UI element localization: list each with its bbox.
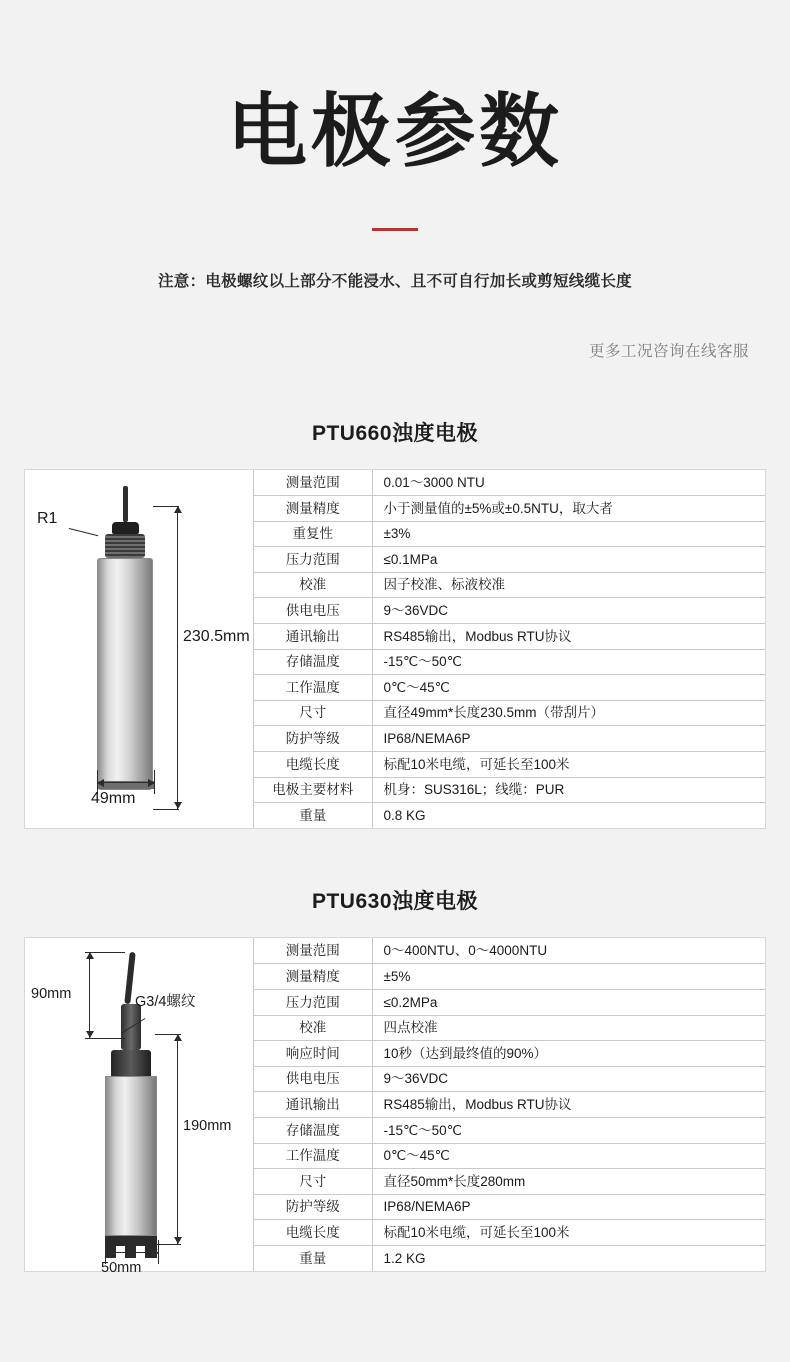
dim-line-width bbox=[97, 782, 155, 783]
dim-arrow-up bbox=[174, 506, 182, 513]
spec-key: 工作温度 bbox=[254, 675, 372, 701]
spec-key: 重量 bbox=[254, 1245, 372, 1271]
spec-value: ≤0.2MPa bbox=[372, 990, 765, 1016]
spec-key: 存储温度 bbox=[254, 1117, 372, 1143]
table-row bbox=[254, 777, 765, 803]
table-row bbox=[254, 1117, 765, 1143]
cable-gland-icon bbox=[112, 522, 139, 534]
table-row bbox=[254, 964, 765, 990]
spec-value: 0℃～45℃ bbox=[372, 1143, 765, 1169]
spec-value: IP68/NEMA6P bbox=[372, 1194, 765, 1220]
cable-icon bbox=[123, 486, 128, 522]
callout-label-thread: G3/4螺纹 bbox=[135, 994, 196, 1011]
dim-arrow-right bbox=[148, 779, 155, 787]
notice-text: 注意：电极螺纹以上部分不能浸水、且不可自行加长或剪短线缆长度 bbox=[157, 273, 632, 290]
dim-label-width: 49mm bbox=[91, 790, 136, 807]
spec-key: 重量 bbox=[254, 803, 372, 829]
table-row bbox=[254, 547, 765, 573]
spec-value: 标配10米电缆，可延长至100米 bbox=[372, 1220, 765, 1246]
spec-value: 四点校准 bbox=[372, 1015, 765, 1041]
product-figure-ptu660 bbox=[25, 470, 253, 828]
spec-key: 工作温度 bbox=[254, 1143, 372, 1169]
table-row bbox=[254, 496, 765, 522]
spec-table-wrap-ptu630 bbox=[253, 938, 765, 1271]
dim-label-height: 230.5mm bbox=[183, 628, 250, 645]
spec-value: 直径49mm*长度230.5mm（带刮片） bbox=[372, 700, 765, 726]
spec-value: 直径50mm*长度280mm bbox=[372, 1169, 765, 1195]
table-row bbox=[254, 675, 765, 701]
spec-key: 压力范围 bbox=[254, 990, 372, 1016]
dim-label-width: 50mm bbox=[101, 1260, 142, 1277]
dim-line-height bbox=[177, 1034, 178, 1244]
spec-key: 响应时间 bbox=[254, 1041, 372, 1067]
table-row bbox=[254, 624, 765, 650]
dim-tick-mid bbox=[85, 1038, 125, 1039]
dim-arrow-right bbox=[152, 1249, 159, 1257]
table-row bbox=[254, 521, 765, 547]
spec-key: 校准 bbox=[254, 1015, 372, 1041]
spec-value: IP68/NEMA6P bbox=[372, 726, 765, 752]
thread-icon bbox=[111, 1050, 151, 1076]
dim-arrow-down bbox=[174, 1237, 182, 1244]
table-row bbox=[254, 752, 765, 778]
table-row bbox=[254, 598, 765, 624]
spec-key: 电缆长度 bbox=[254, 1220, 372, 1246]
table-row bbox=[254, 572, 765, 598]
spec-key: 测量范围 bbox=[254, 470, 372, 496]
spec-key: 通讯输出 bbox=[254, 1092, 372, 1118]
table-row bbox=[254, 649, 765, 675]
spec-value: 9～36VDC bbox=[372, 598, 765, 624]
spec-block-ptu660 bbox=[24, 469, 766, 829]
spec-table-ptu660 bbox=[254, 470, 765, 828]
spec-value: 因子校准、标液校准 bbox=[372, 572, 765, 598]
spec-key: 防护等级 bbox=[254, 1194, 372, 1220]
section-ptu660 bbox=[0, 417, 790, 829]
probe-body-icon bbox=[105, 1076, 157, 1236]
table-row bbox=[254, 1015, 765, 1041]
table-row bbox=[254, 938, 765, 964]
spec-key: 尺寸 bbox=[254, 1169, 372, 1195]
spec-key: 供电电压 bbox=[254, 1066, 372, 1092]
section-ptu630 bbox=[0, 885, 790, 1277]
spec-key: 测量精度 bbox=[254, 496, 372, 522]
page-title: 电极参数 bbox=[227, 85, 563, 178]
dim-arrow-left bbox=[97, 779, 104, 787]
table-row bbox=[254, 1041, 765, 1067]
spec-key: 电极主要材料 bbox=[254, 777, 372, 803]
probe-drawing-ptu660 bbox=[97, 486, 153, 790]
table-row bbox=[254, 1143, 765, 1169]
thread-icon bbox=[105, 534, 145, 558]
spec-key: 电缆长度 bbox=[254, 752, 372, 778]
spec-key: 测量精度 bbox=[254, 964, 372, 990]
spec-value: 标配10米电缆，可延长至100米 bbox=[372, 752, 765, 778]
table-row bbox=[254, 1066, 765, 1092]
dim-arrow-up bbox=[86, 952, 94, 959]
spec-key: 通讯输出 bbox=[254, 624, 372, 650]
spec-key: 重复性 bbox=[254, 521, 372, 547]
dim-arrow-down bbox=[174, 802, 182, 809]
callout-label-r1: R1 bbox=[37, 510, 58, 527]
dim-label-top: 90mm bbox=[31, 986, 72, 1003]
title-divider bbox=[372, 228, 418, 231]
table-row bbox=[254, 1194, 765, 1220]
spec-key: 供电电压 bbox=[254, 598, 372, 624]
table-row bbox=[254, 470, 765, 496]
spec-value: 9～36VDC bbox=[372, 1066, 765, 1092]
spec-key: 测量范围 bbox=[254, 938, 372, 964]
spec-value: 1.2 KG bbox=[372, 1245, 765, 1271]
dim-line-width bbox=[105, 1252, 159, 1253]
table-row bbox=[254, 726, 765, 752]
spec-value: 小于测量值的±5%或±0.5NTU，取大者 bbox=[372, 496, 765, 522]
dim-arrow-up bbox=[174, 1034, 182, 1041]
spec-value: 机身：SUS316L；线缆：PUR bbox=[372, 777, 765, 803]
spec-value: RS485输出，Modbus RTU协议 bbox=[372, 1092, 765, 1118]
section-title-ptu660: PTU660浊度电极 bbox=[311, 422, 479, 445]
dim-tick-bottom bbox=[153, 809, 179, 810]
spec-key: 校准 bbox=[254, 572, 372, 598]
dim-arrow-down bbox=[86, 1031, 94, 1038]
spec-key: 压力范围 bbox=[254, 547, 372, 573]
table-row bbox=[254, 990, 765, 1016]
table-row bbox=[254, 700, 765, 726]
spec-value: ±3% bbox=[372, 521, 765, 547]
spec-table-ptu630 bbox=[254, 938, 765, 1271]
service-text: 更多工况咨询在线客服 bbox=[588, 343, 749, 360]
dim-arrow-left bbox=[105, 1249, 112, 1257]
table-row bbox=[254, 803, 765, 829]
dim-label-height: 190mm bbox=[183, 1118, 232, 1135]
spec-table-wrap-ptu660 bbox=[253, 470, 765, 828]
dim-line-top bbox=[89, 952, 90, 1038]
section-title-ptu630: PTU630浊度电极 bbox=[311, 890, 479, 914]
spec-value: 0～400NTU、0～4000NTU bbox=[372, 938, 765, 964]
spec-value: ±5% bbox=[372, 964, 765, 990]
product-figure-ptu630 bbox=[25, 938, 253, 1277]
probe-tip-icon bbox=[105, 1236, 157, 1258]
dim-line-height bbox=[177, 506, 178, 809]
table-row bbox=[254, 1092, 765, 1118]
spec-value: -15℃～50℃ bbox=[372, 649, 765, 675]
spec-key: 存储温度 bbox=[254, 649, 372, 675]
spec-block-ptu630 bbox=[24, 937, 766, 1277]
spec-value: RS485输出，Modbus RTU协议 bbox=[372, 624, 765, 650]
spec-value: 10秒（达到最终值的90%） bbox=[372, 1041, 765, 1067]
spec-key: 防护等级 bbox=[254, 726, 372, 752]
probe-body-icon bbox=[97, 558, 153, 790]
spec-value: 0℃～45℃ bbox=[372, 675, 765, 701]
spec-value: 0.01～3000 NTU bbox=[372, 470, 765, 496]
table-row bbox=[254, 1245, 765, 1271]
callout-leader-line bbox=[69, 528, 98, 536]
cable-icon bbox=[124, 952, 135, 1004]
table-row bbox=[254, 1169, 765, 1195]
spec-key: 尺寸 bbox=[254, 700, 372, 726]
table-row bbox=[254, 1220, 765, 1246]
spec-value: -15℃～50℃ bbox=[372, 1117, 765, 1143]
spec-value: ≤0.1MPa bbox=[372, 547, 765, 573]
spec-value: 0.8 KG bbox=[372, 803, 765, 829]
